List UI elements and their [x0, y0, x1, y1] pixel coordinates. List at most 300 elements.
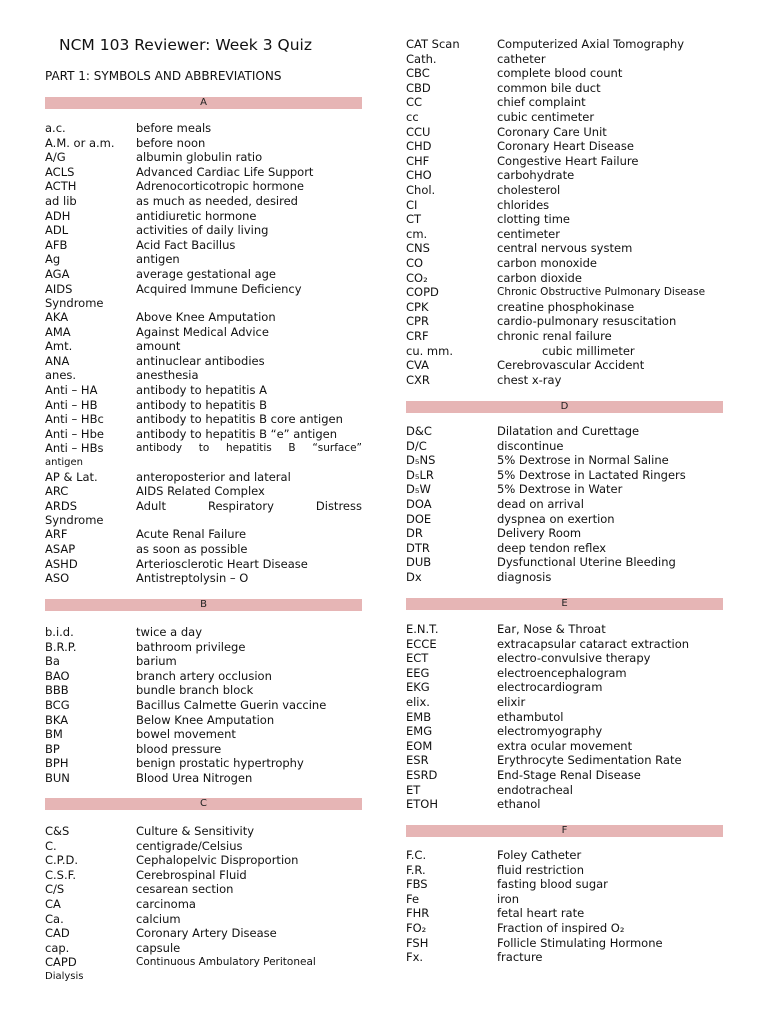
abbreviation-entry — [406, 724, 723, 739]
abbreviation-entry — [45, 136, 362, 151]
abbreviation: Amt. — [45, 339, 73, 354]
abbreviation-entry — [45, 882, 362, 897]
definition: electroencephalogram — [497, 665, 627, 680]
definition: cesarean section — [136, 882, 234, 897]
abbreviation-entry — [406, 453, 723, 468]
definition: Culture & Sensitivity — [136, 824, 255, 838]
abbreviation: ESRD — [406, 768, 438, 782]
abbreviation: Fx. — [406, 950, 424, 965]
abbreviation: AFB — [45, 237, 68, 252]
abbreviation-entry — [406, 863, 723, 878]
abbreviation: CO₂ — [406, 270, 428, 285]
definition-continuation: antigen — [45, 456, 84, 468]
abbreviation: EEG — [406, 665, 430, 680]
abbreviation: D/C — [406, 438, 427, 453]
definition: Foley Catheter — [497, 848, 582, 862]
abbreviation-entry — [45, 912, 362, 927]
abbreviation: Anti – HB — [45, 397, 98, 412]
definition: creatine phosphokinase — [497, 299, 635, 314]
abbreviation-entry — [406, 950, 723, 965]
abbreviation: CVA — [406, 358, 430, 373]
abbreviation: EOM — [406, 738, 433, 753]
section-header-b: B — [45, 599, 362, 611]
definition: carcinoma — [136, 897, 196, 911]
definition: 5% Dextrose in Water — [497, 482, 623, 497]
abbreviation: BUN — [45, 771, 70, 785]
definition-word: “surface” — [312, 442, 362, 455]
definition: chief complaint — [497, 95, 586, 110]
definition: albumin globulin ratio — [136, 150, 263, 165]
definition: Coronary Artery Disease — [136, 926, 277, 941]
abbreviation-entry — [406, 424, 723, 439]
abbreviation-entry — [45, 383, 362, 398]
abbreviation-entry — [406, 110, 723, 125]
abbreviation-entry — [406, 526, 723, 541]
abbreviation: CAT Scan — [406, 37, 460, 51]
definition-word: to — [198, 442, 210, 455]
abbreviation: ASHD — [45, 556, 78, 571]
abbreviation-entry — [406, 271, 723, 286]
abbreviation: FBS — [406, 877, 428, 892]
abbreviation-entry — [45, 926, 362, 941]
definition: common bile duct — [497, 80, 601, 95]
abbreviation: ANA — [45, 353, 70, 368]
definition: Bacillus Calmette Guerin vaccine — [136, 698, 327, 712]
abbreviation-entry — [45, 325, 362, 340]
page-title: NCM 103 Reviewer: Week 3 Quiz — [59, 36, 312, 54]
abbreviation: Dx — [406, 570, 422, 584]
definition: branch artery occlusion — [136, 668, 272, 683]
abbreviation: C.P.D. — [45, 853, 78, 868]
abbreviation-entry — [45, 223, 362, 238]
abbreviation-entry — [45, 267, 362, 282]
definition: centimeter — [497, 226, 560, 241]
abbreviation-entry — [406, 344, 723, 359]
abbreviation-entry — [406, 877, 723, 892]
definition: Antistreptolysin – O — [136, 571, 249, 586]
definition: antibody to hepatitis B core antigen — [136, 412, 343, 427]
definition: cardio-pulmonary resuscitation — [497, 314, 677, 329]
definition: Dysfunctional Uterine Bleeding — [497, 555, 676, 570]
abbreviation: CAPD — [45, 955, 77, 970]
abbreviation: BKA — [45, 712, 69, 727]
definition: Coronary Heart Disease — [497, 139, 634, 154]
abbreviation-entry — [406, 753, 723, 768]
abbreviation-entry — [45, 165, 362, 180]
abbreviation-entry — [406, 168, 723, 183]
abbreviation-entry — [45, 839, 362, 854]
definition: twice a day — [136, 625, 203, 639]
definition: antidiuretic hormone — [136, 208, 257, 223]
definition: carbon monoxide — [497, 256, 597, 270]
definition: central nervous system — [497, 241, 633, 256]
abbreviation: ADL — [45, 223, 69, 238]
abbreviation: D₅W — [406, 482, 431, 497]
abbreviation-entry — [45, 625, 362, 640]
definition: Congestive Heart Failure — [497, 153, 639, 168]
abbreviation: ET — [406, 782, 421, 797]
definition: AIDS Related Complex — [136, 484, 265, 499]
section-header-a: A — [45, 97, 362, 109]
abbreviation: ASO — [45, 571, 70, 586]
definition-word: Distress — [315, 499, 362, 513]
abbreviation: a.c. — [45, 121, 66, 135]
abbreviation: ECT — [406, 651, 429, 666]
definition: Acquired Immune Deficiency — [136, 281, 302, 296]
abbreviation: AMA — [45, 324, 71, 339]
definition: average gestational age — [136, 267, 277, 281]
abbreviation: C&S — [45, 824, 70, 838]
abbreviation: CCU — [406, 124, 431, 139]
definition: antibody to hepatitis A — [136, 383, 267, 397]
abbreviation: anes. — [45, 368, 77, 383]
definition: 5% Dextrose in Normal Saline — [497, 453, 669, 468]
abbreviation: A/G — [45, 150, 66, 165]
abbreviation-entry — [406, 154, 723, 169]
abbreviation: cu. mm. — [406, 343, 453, 358]
definition: ethambutol — [497, 709, 564, 724]
definition: bowel movement — [136, 727, 236, 742]
definition-word: Adult — [136, 499, 166, 513]
definition: cholesterol — [497, 183, 561, 197]
abbreviation-entry — [45, 339, 362, 354]
abbreviation-entry — [406, 373, 723, 388]
abbreviation-entry — [406, 541, 723, 556]
definition: complete blood count — [497, 66, 623, 81]
abbreviation-entry — [406, 797, 723, 812]
definition: fracture — [497, 950, 543, 965]
definition: anteroposterior and lateral — [136, 469, 291, 484]
definition: dyspnea on exertion — [497, 511, 615, 526]
definition: amount — [136, 339, 181, 354]
definition: bathroom privilege — [136, 639, 246, 654]
definition: Blood Urea Nitrogen — [136, 771, 253, 785]
definition: Arteriosclerotic Heart Disease — [136, 556, 308, 571]
abbreviation-entry — [406, 81, 723, 96]
definition: calcium — [136, 911, 181, 926]
abbreviation-entry — [45, 727, 362, 742]
definition: cubic millimeter — [542, 343, 635, 358]
abbreviation-entry — [406, 651, 723, 666]
definition: cubic centimeter — [497, 110, 595, 124]
abbreviation: EKG — [406, 680, 430, 695]
abbreviation: DOE — [406, 511, 432, 526]
definition: as soon as possible — [136, 542, 248, 556]
definition: Follicle Stimulating Hormone — [497, 935, 663, 950]
abbreviation: ACTH — [45, 179, 77, 194]
abbreviation-entry — [406, 37, 723, 52]
definition: anesthesia — [136, 368, 199, 383]
abbreviation-entry — [45, 441, 362, 456]
definition: elixir — [497, 695, 526, 709]
definition: iron — [497, 891, 519, 906]
definition: Against Medical Advice — [136, 324, 269, 339]
abbreviation-entry — [45, 427, 362, 442]
definition: barium — [136, 654, 177, 669]
abbreviation-entry — [406, 497, 723, 512]
definition: bundle branch block — [136, 683, 254, 698]
abbreviation-entry — [45, 771, 362, 786]
definition: dead on arrival — [497, 497, 584, 511]
abbreviation: C. — [45, 838, 57, 853]
abbreviation-entry — [45, 527, 362, 542]
abbreviation: EMG — [406, 724, 433, 739]
abbreviation: FSH — [406, 935, 429, 950]
abbreviation: D₅NS — [406, 453, 436, 468]
abbreviation: Anti – HBc — [45, 412, 104, 427]
definition-continuation: Syndrome — [45, 295, 104, 310]
definition — [136, 499, 362, 514]
abbreviation-entry — [45, 941, 362, 956]
abbreviation-entry — [406, 710, 723, 725]
definition: antigen — [136, 252, 180, 267]
definition-continuation: Syndrome — [45, 513, 104, 528]
definition: before meals — [136, 121, 212, 135]
abbreviation: b.i.d. — [45, 625, 74, 639]
abbreviation-entry — [406, 512, 723, 527]
abbreviation: FHR — [406, 906, 430, 921]
definition: antibody to hepatitis B “e” antigen — [136, 426, 337, 441]
definition: ethanol — [497, 797, 541, 812]
abbreviation: CPR — [406, 314, 429, 329]
abbreviation-entry — [406, 637, 723, 652]
abbreviation: ADH — [45, 208, 71, 223]
abbreviation-entry — [406, 139, 723, 154]
abbreviation: cm. — [406, 226, 428, 241]
abbreviation-entry — [45, 398, 362, 413]
section-header-d: D — [406, 401, 723, 413]
abbreviation: CI — [406, 197, 418, 212]
abbreviation-entry — [45, 571, 362, 586]
definition: discontinue — [497, 438, 564, 453]
abbreviation-entry — [45, 542, 362, 557]
abbreviation-entry — [45, 868, 362, 883]
abbreviation: CAD — [45, 926, 70, 941]
abbreviation-entry — [45, 742, 362, 757]
abbreviation-entry — [45, 150, 362, 165]
abbreviation-entry — [45, 683, 362, 698]
abbreviation: COPD — [406, 285, 439, 300]
abbreviation: FO₂ — [406, 921, 427, 935]
definition: Chronic Obstructive Pulmonary Disease — [497, 286, 706, 299]
abbreviation: ARC — [45, 484, 69, 499]
abbreviation-entry — [406, 848, 723, 863]
abbreviation: Cath. — [406, 51, 437, 66]
definition: Fraction of inspired O₂ — [497, 921, 625, 935]
abbreviation: DOA — [406, 497, 432, 511]
abbreviation-entry — [406, 95, 723, 110]
abbreviation: BM — [45, 727, 63, 742]
abbreviation-entry — [406, 570, 723, 585]
definition: Acid Fact Bacillus — [136, 237, 236, 252]
abbreviation: ad lib — [45, 194, 77, 208]
abbreviation: ACLS — [45, 164, 75, 179]
definition: Below Knee Amputation — [136, 712, 275, 727]
definition: electrocardiogram — [497, 680, 603, 695]
definition: chest x-ray — [497, 372, 562, 387]
definition: fetal heart rate — [497, 906, 585, 921]
abbreviation-entry — [45, 194, 362, 209]
abbreviation: Chol. — [406, 183, 436, 197]
definition: Erythrocyte Sedimentation Rate — [497, 753, 682, 768]
definition: End-Stage Renal Disease — [497, 768, 641, 782]
definition: fasting blood sugar — [497, 877, 608, 892]
definition: capsule — [136, 940, 181, 955]
abbreviation: AGA — [45, 267, 70, 281]
section-header-c: C — [45, 798, 362, 810]
abbreviation: E.N.T. — [406, 622, 439, 636]
abbreviation: Anti – Hbe — [45, 426, 104, 441]
abbreviation-entry — [406, 183, 723, 198]
section-header-e: E — [406, 598, 723, 610]
definition: extra ocular movement — [497, 738, 633, 753]
abbreviation: CRF — [406, 329, 429, 343]
abbreviation-entry — [406, 314, 723, 329]
abbreviation-entry — [406, 329, 723, 344]
abbreviation-entry — [406, 66, 723, 81]
abbreviation-entry — [406, 768, 723, 783]
abbreviation: EMB — [406, 709, 432, 724]
definition: electromyography — [497, 724, 603, 739]
definition-word: Respiratory — [207, 499, 274, 513]
abbreviation-entry — [406, 256, 723, 271]
abbreviation-entry — [406, 892, 723, 907]
abbreviation: ARF — [45, 527, 68, 542]
abbreviation: ESR — [406, 753, 429, 768]
abbreviation: AP & Lat. — [45, 469, 98, 484]
abbreviation: Ca. — [45, 911, 64, 926]
abbreviation-entry — [45, 484, 362, 499]
abbreviation: BPH — [45, 756, 69, 771]
definition: Adrenocorticotropic hormone — [136, 179, 304, 194]
abbreviation-entry — [406, 285, 723, 300]
abbreviation: BBB — [45, 683, 69, 698]
abbreviation: D₅LR — [406, 467, 434, 482]
abbreviation: BP — [45, 741, 60, 756]
abbreviation: CO — [406, 256, 424, 270]
abbreviation: cap. — [45, 940, 70, 955]
abbreviation-entry — [406, 468, 723, 483]
abbreviation: Anti – HBs — [45, 441, 104, 456]
abbreviation-entry — [406, 125, 723, 140]
abbreviation-entry — [406, 555, 723, 570]
definition: Continuous Ambulatory Peritoneal — [136, 956, 316, 969]
abbreviation-entry — [406, 739, 723, 754]
abbreviation: ARDS — [45, 499, 78, 513]
abbreviation-entry — [45, 121, 362, 136]
part-heading: PART 1: SYMBOLS AND ABBREVIATIONS — [45, 69, 282, 83]
abbreviation: elix. — [406, 695, 430, 709]
abbreviation-entry — [45, 698, 362, 713]
abbreviation-entry — [406, 680, 723, 695]
definition: Advanced Cardiac Life Support — [136, 164, 314, 179]
definition: Delivery Room — [497, 526, 582, 541]
abbreviation: CHD — [406, 139, 432, 154]
abbreviation: C.S.F. — [45, 867, 77, 882]
abbreviation: F.C. — [406, 848, 427, 862]
abbreviation-entry — [406, 936, 723, 951]
abbreviation-entry — [45, 238, 362, 253]
abbreviation-entry — [406, 622, 723, 637]
definition-continuation: Dialysis — [45, 970, 84, 982]
abbreviation: B.R.P. — [45, 639, 77, 654]
abbreviation: CXR — [406, 372, 430, 387]
section-header-f: F — [406, 825, 723, 837]
definition: benign prostatic hypertrophy — [136, 756, 304, 771]
definition: as much as needed, desired — [136, 194, 298, 208]
abbreviation-entry — [45, 368, 362, 383]
abbreviation-entry — [45, 499, 362, 514]
definition-word: B — [288, 442, 296, 455]
definition: before noon — [136, 135, 206, 150]
abbreviation: Fe — [406, 891, 420, 906]
abbreviation: BCG — [45, 698, 70, 712]
abbreviation: CPK — [406, 299, 429, 314]
abbreviation-entry — [45, 557, 362, 572]
definition: chlorides — [497, 197, 550, 212]
definition: Above Knee Amputation — [136, 310, 276, 324]
abbreviation-entry — [406, 906, 723, 921]
abbreviation-entry — [45, 252, 362, 267]
abbreviation: CBC — [406, 66, 430, 81]
definition: catheter — [497, 51, 546, 66]
abbreviation-entry — [406, 52, 723, 67]
abbreviation: Ba — [45, 654, 60, 669]
abbreviation-entry — [406, 198, 723, 213]
abbreviation: CT — [406, 212, 422, 227]
abbreviation-entry — [406, 241, 723, 256]
abbreviation: DR — [406, 526, 423, 541]
definition-word: hepatitis — [225, 442, 272, 455]
abbreviation-entry — [45, 640, 362, 655]
abbreviation-entry — [45, 354, 362, 369]
abbreviation-entry — [45, 282, 362, 297]
definition: diagnosis — [497, 570, 552, 584]
abbreviation-entry — [45, 713, 362, 728]
definition: clotting time — [497, 212, 570, 227]
definition: Cerebrospinal Fluid — [136, 867, 247, 882]
definition-word: antibody — [136, 442, 183, 455]
abbreviation-entry — [406, 300, 723, 315]
abbreviation-entry — [45, 955, 362, 970]
definition: Coronary Care Unit — [497, 124, 607, 139]
definition: Acute Renal Failure — [136, 527, 247, 542]
abbreviation: AIDS — [45, 281, 73, 296]
abbreviation: DUB — [406, 555, 432, 570]
abbreviation-entry — [406, 358, 723, 373]
abbreviation: ETOH — [406, 797, 438, 812]
abbreviation: C/S — [45, 882, 65, 897]
abbreviation: DTR — [406, 540, 430, 555]
abbreviation: ECCE — [406, 636, 437, 651]
definition: electro-convulsive therapy — [497, 651, 651, 666]
definition: activities of daily living — [136, 223, 269, 238]
abbreviation: AKA — [45, 310, 69, 324]
definition: Cerebrovascular Accident — [497, 358, 645, 373]
abbreviation-entry — [406, 695, 723, 710]
abbreviation: CC — [406, 95, 423, 110]
abbreviation: CHO — [406, 168, 432, 183]
abbreviation-entry — [406, 439, 723, 454]
definition: antibody to hepatitis B — [136, 397, 267, 412]
definition: carbohydrate — [497, 168, 575, 183]
abbreviation-entry — [45, 824, 362, 839]
abbreviation: ASAP — [45, 542, 76, 556]
abbreviation-entry — [45, 470, 362, 485]
abbreviation-entry — [406, 212, 723, 227]
abbreviation-entry — [406, 783, 723, 798]
abbreviation: CHF — [406, 153, 430, 168]
